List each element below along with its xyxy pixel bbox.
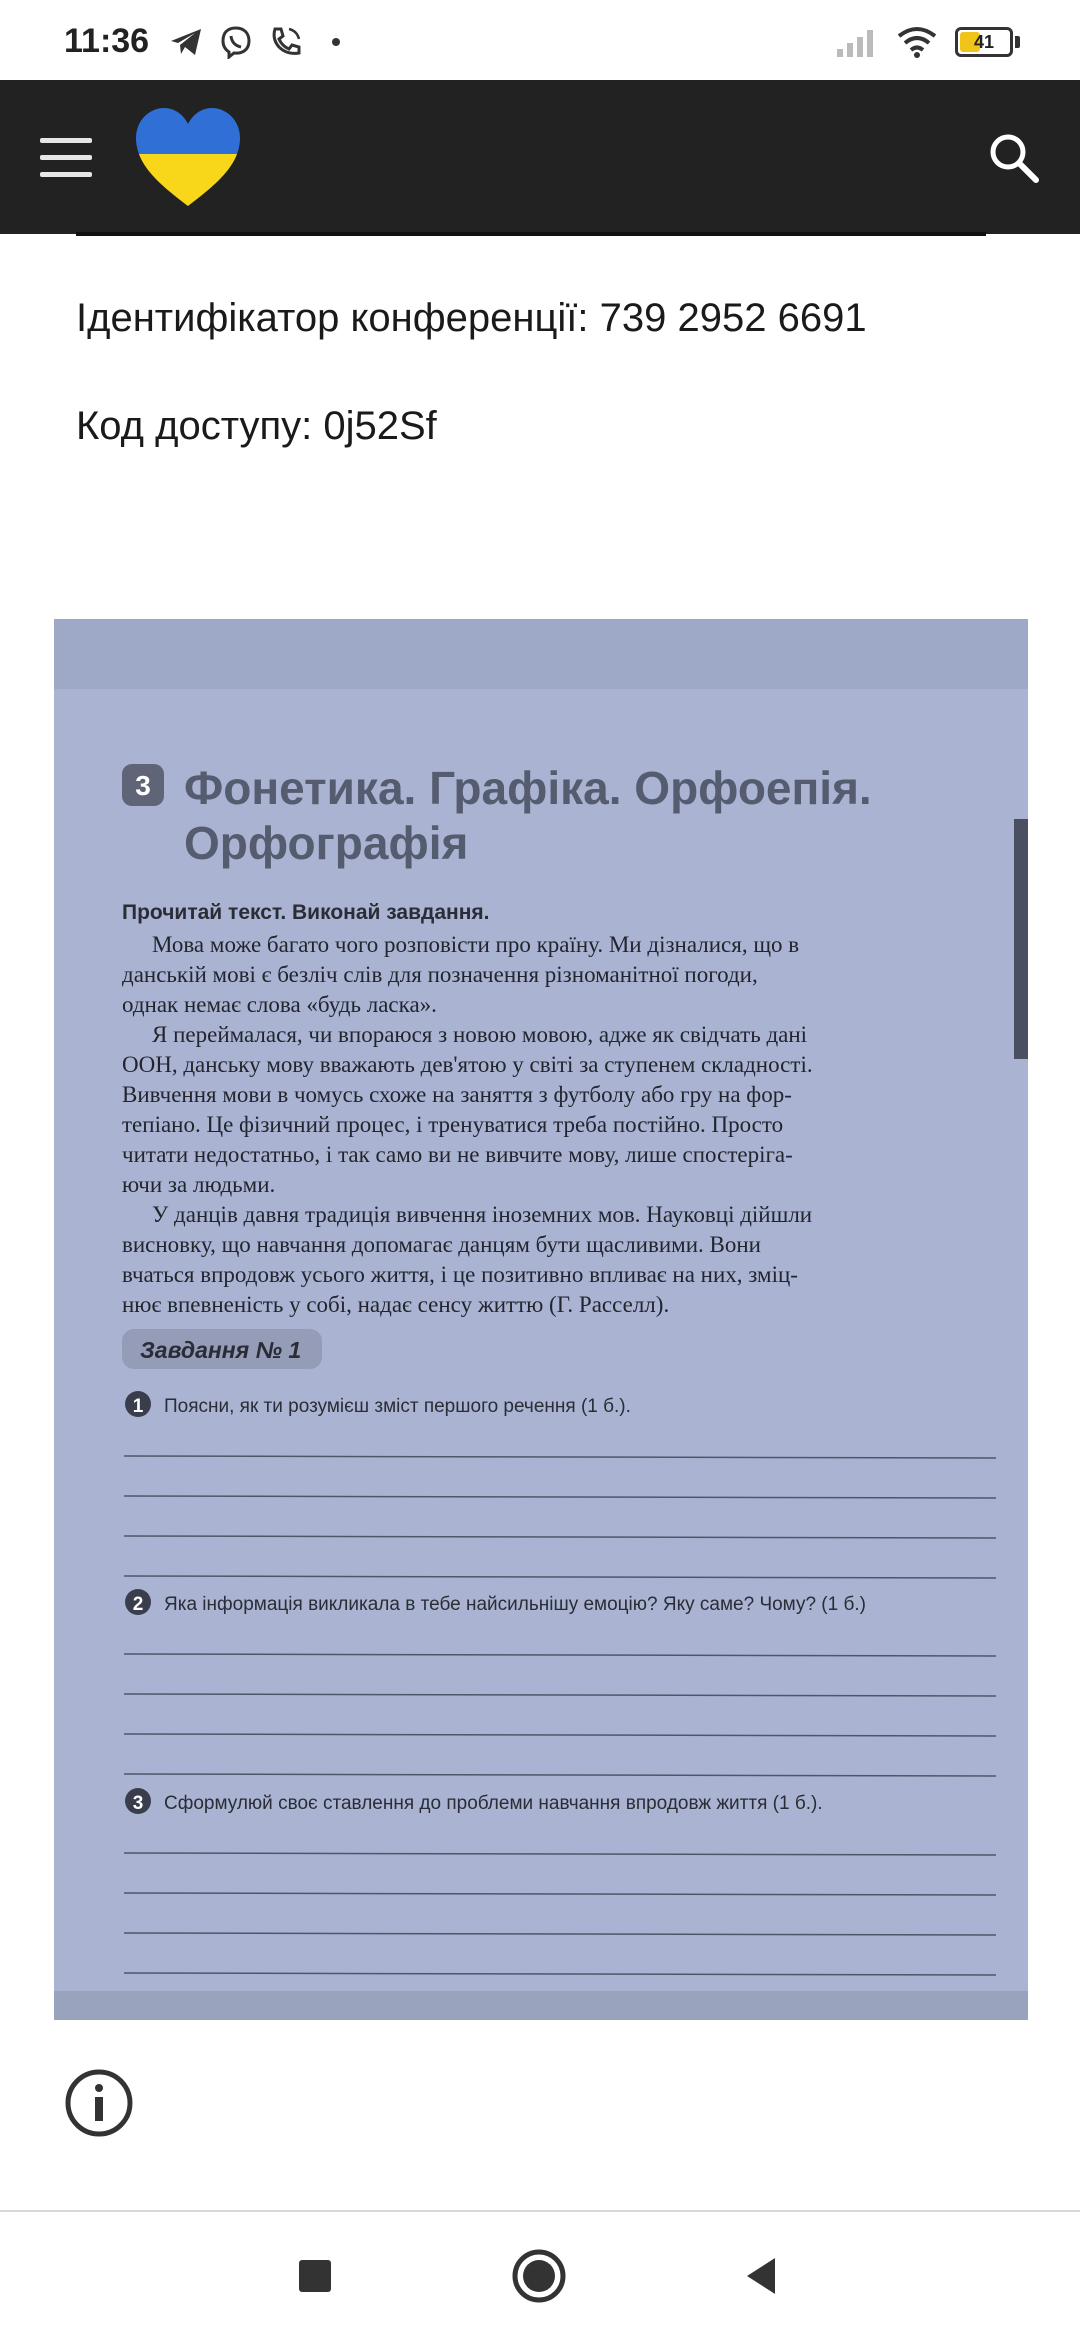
task-label: Завдання № 1 bbox=[140, 1337, 302, 1363]
hamburger-menu-icon[interactable] bbox=[40, 138, 92, 178]
paragraph-line: висновку, що навчання допомагає данцям бути щасливими. Вони bbox=[122, 1232, 761, 1257]
question-number: 1 bbox=[132, 1396, 144, 1417]
system-icons bbox=[835, 26, 1020, 58]
info-icon[interactable] bbox=[64, 2068, 134, 2138]
search-icon[interactable] bbox=[986, 130, 1042, 186]
textbook-photo-canvas bbox=[54, 619, 1028, 2020]
battery-tip bbox=[1015, 36, 1020, 48]
paragraph-line: ючи за людьми. bbox=[122, 1172, 276, 1197]
paragraph-line: однак немає слова «будь ласка». bbox=[122, 992, 437, 1017]
question-text: Поясни, як ти розумієш зміст першого речення (1 б.). bbox=[164, 1396, 631, 1417]
paragraph-line: тепіано. Це фізичний процес, і тренуватися треба постійно. Просто bbox=[122, 1112, 784, 1137]
home-circle-icon[interactable] bbox=[509, 2246, 569, 2306]
photo-title-line2: Орфографія bbox=[184, 817, 469, 869]
paragraph-line: данській мові є безліч слів для позначення різноманітної погоди, bbox=[122, 962, 758, 987]
battery-level: 41 bbox=[973, 31, 995, 52]
paragraph-line: У данців давня традиція вивчення іноземних мов. Науковці дійшли bbox=[152, 1202, 813, 1227]
notification-icons bbox=[168, 24, 340, 60]
signal-icon bbox=[835, 27, 879, 57]
status-bar bbox=[0, 0, 1080, 80]
paragraph-line: Я переймалася, чи впораюся з новою мовою, адже як свідчать дані bbox=[152, 1022, 808, 1047]
phone-call-icon bbox=[268, 24, 304, 60]
viber-icon bbox=[218, 24, 254, 60]
telegram-icon bbox=[168, 24, 204, 60]
question-text: Сформулюй своє ставлення до проблеми навчання впродовж життя (1 б.). bbox=[164, 1793, 823, 1814]
question-text: Яка інформація викликала в тебе найсильнішу емоцію? Яку саме? Чому? (1 б.) bbox=[164, 1594, 866, 1615]
back-triangle-icon[interactable] bbox=[733, 2246, 793, 2306]
paragraph-line: ООН, данську мову вважають дев'ятою у світі за ступенем складності. bbox=[122, 1052, 813, 1077]
paragraph-line: нює впевненість у собі, надає сенсу життю (Г. Расселл). bbox=[122, 1292, 670, 1317]
paragraph-line: вчаться впродовж усього життя, і це позитивно впливає на них, зміц- bbox=[122, 1262, 798, 1287]
conference-id: Ідентифікатор конференції: 739 2952 6691 bbox=[76, 296, 867, 340]
recents-square-icon[interactable] bbox=[285, 2246, 345, 2306]
paragraph-line: Мова може багато чого розповісти про країну. Ми дізналися, що в bbox=[152, 932, 800, 957]
section-number: 3 bbox=[135, 770, 151, 801]
ukraine-heart-icon[interactable] bbox=[132, 102, 244, 214]
system-nav-bar bbox=[0, 2210, 1080, 2342]
paragraph-line: Вивчення мови в чомусь схоже на заняття з футболу або гру на фор- bbox=[122, 1082, 792, 1107]
textbook-photo[interactable] bbox=[54, 619, 1028, 2020]
wifi-icon bbox=[897, 26, 937, 58]
photo-title-line1: Фонетика. Графіка. Орфоепія. bbox=[184, 762, 872, 814]
paragraph-line: читати недостатньо, і так само ви не вивчите мову, лише спостеріга- bbox=[122, 1142, 793, 1167]
status-time: 11:36 bbox=[64, 22, 150, 60]
battery-icon bbox=[955, 27, 1013, 57]
question-number: 2 bbox=[132, 1594, 144, 1615]
question-number: 3 bbox=[132, 1793, 144, 1814]
access-code: Код доступу: 0j52Sf bbox=[76, 404, 437, 448]
cutoff-underline bbox=[76, 232, 986, 236]
photo-instruction: Прочитай текст. Виконай завдання. bbox=[122, 901, 490, 924]
app-bar bbox=[0, 80, 1080, 234]
more-notifications-dot bbox=[332, 38, 340, 46]
